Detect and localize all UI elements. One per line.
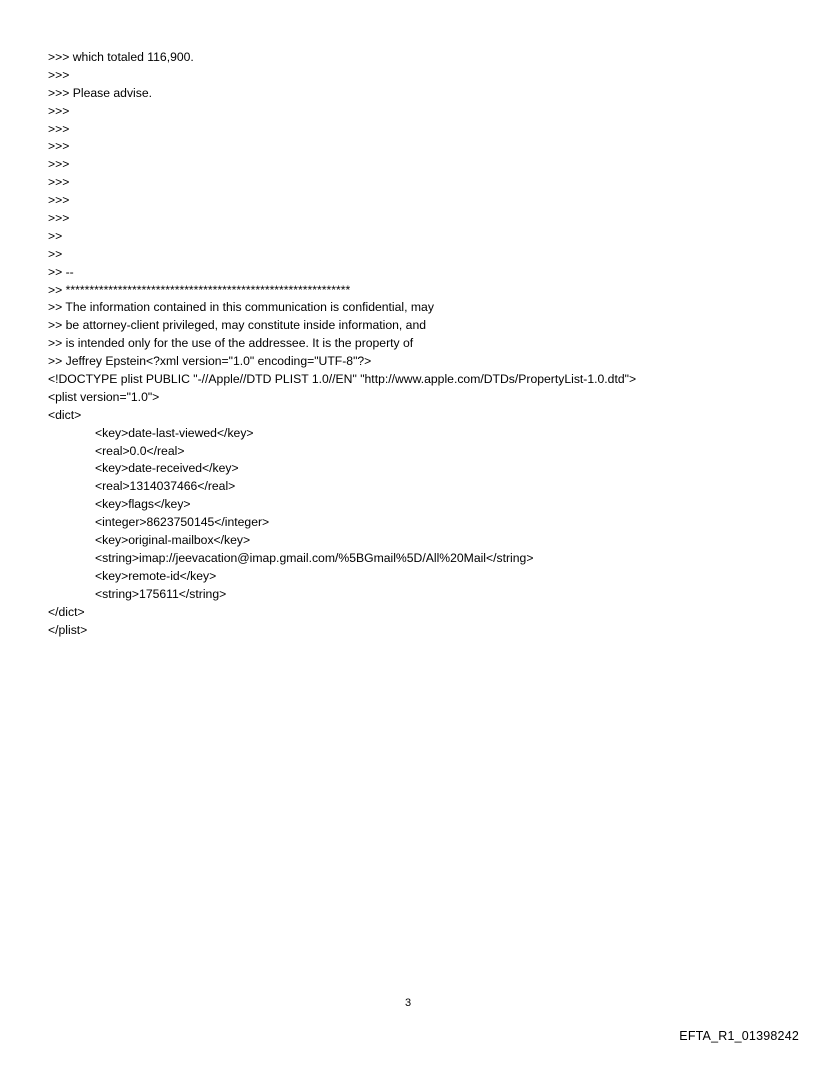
plist-open-line: <plist version="1.0"> [48, 389, 160, 404]
document-body [48, 49, 788, 639]
plist-value-line: <real>0.0</real> [95, 443, 185, 458]
email-line: >>> [48, 139, 70, 154]
email-line: >>> [48, 67, 70, 82]
plist-value-line: <string>175611</string> [95, 586, 227, 601]
bates-number: EFTA_R1_01398242 [679, 1029, 799, 1043]
plist-value-line: <integer>8623750145</integer> [95, 515, 270, 530]
email-line: >>> which totaled 116,900. [48, 50, 194, 64]
plist-key-line: <key>original-mailbox</key> [95, 533, 251, 548]
plist-key-line: <key>date-last-viewed</key> [95, 425, 254, 440]
email-line: >> [48, 246, 63, 261]
email-line: >>> Please advise. [48, 85, 153, 100]
disclaimer-line: >> be attorney-client privileged, may constitute inside information, and [48, 318, 427, 333]
plist-value-line: <real>1314037466</real> [95, 479, 236, 494]
separator-line: >> ************************************************************ [48, 282, 351, 297]
plist-doctype-line: <!DOCTYPE plist PUBLIC "-//Apple//DTD PLIST 1.0//EN" "http://www.apple.com/DTDs/PropertyList-1.0.dtd"> [48, 372, 637, 387]
email-line: >>> [48, 175, 70, 190]
dict-close-line: </dict> [48, 604, 85, 619]
email-line: >>> [48, 193, 70, 208]
email-line: >>> [48, 121, 70, 136]
disclaimer-line: >> is intended only for the use of the addressee. It is the property of [48, 336, 414, 351]
disclaimer-line: >> Jeffrey Epstein<?xml version="1.0" encoding="UTF-8"?> [48, 354, 372, 369]
dict-open-line: <dict> [48, 407, 82, 422]
plist-key-line: <key>remote-id</key> [95, 568, 217, 583]
email-line: >> [48, 228, 63, 243]
plist-value-line: <string>imap://jeevacation@imap.gmail.com/%5BGmail%5D/All%20Mail</string> [95, 550, 534, 565]
email-line: >> -- [48, 264, 74, 279]
plist-key-line: <key>flags</key> [95, 497, 191, 512]
page-number: 3 [404, 997, 412, 1009]
plist-close-line: </plist> [48, 622, 88, 637]
plist-key-line: <key>date-received</key> [95, 461, 239, 476]
email-line: >>> [48, 157, 70, 172]
email-line: >>> [48, 103, 70, 118]
email-line: >>> [48, 211, 70, 226]
disclaimer-line: >> The information contained in this communication is confidential, may [48, 300, 434, 315]
